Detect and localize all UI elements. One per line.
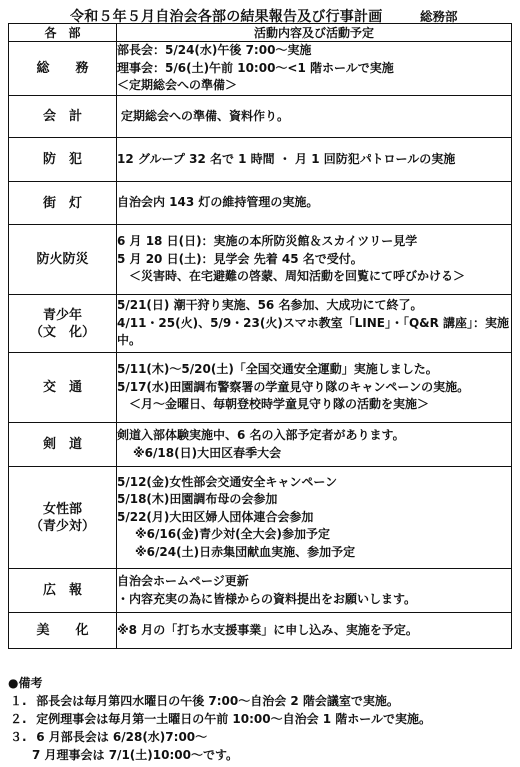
department-label: 総務部 xyxy=(420,9,458,24)
row-content xyxy=(117,569,512,613)
note-number: １. xyxy=(10,694,27,708)
content-line: 6 月 18 日(日)：実施の本所防災館＆スカイツリー見学 xyxy=(117,234,418,249)
content-line: 5/12(金)女性部会交通安全キャンペーン xyxy=(117,474,338,489)
content-line: 剣道入部体験実施中、6 名の入部予定者があります。 xyxy=(117,428,405,442)
dept-name: 剣 道 xyxy=(9,423,117,467)
content-line: 5/18(木)田園調布母の会参加 xyxy=(117,492,278,507)
table-row xyxy=(9,182,512,225)
row-content xyxy=(117,96,512,138)
table-row xyxy=(9,353,512,423)
table-row xyxy=(9,42,512,96)
content-line: ※6/24(土)日赤集団献血実施、参加予定 xyxy=(135,544,356,559)
table-row xyxy=(9,613,512,649)
dept-cell xyxy=(9,467,117,569)
dept-name: 女性部 xyxy=(42,501,82,517)
dept-name: 会 計 xyxy=(9,96,117,138)
note-item xyxy=(8,692,518,710)
content-line: 定期総会への準備、資料作り。 xyxy=(121,108,290,123)
row-content xyxy=(117,467,512,569)
row-content xyxy=(117,423,512,467)
content-line: 自治会ホームページ更新 xyxy=(117,574,249,588)
content-line: 12 グループ 32 名で 1 時間 ・ 月 1 回防犯パトロールの実施 xyxy=(117,151,456,166)
note-continuation: 7 月理事会は 7/1(土)10:00～です。 xyxy=(32,748,238,762)
header-dept: 各 部 xyxy=(9,24,117,42)
dept-name: 青少年 xyxy=(42,307,82,323)
content-line: ＜災害時、在宅避難の啓蒙、周知活動を回覧にて呼びかける＞ xyxy=(129,269,466,284)
content-line: 理事会：5/6(土)午前 10:00～<1 階ホールで実施 xyxy=(117,60,394,75)
row-content xyxy=(117,225,512,295)
table-row xyxy=(9,295,512,353)
row-content xyxy=(117,182,512,225)
page-title: 令和５年５月自治会各部の結果報告及び行事計画 xyxy=(70,9,383,25)
note-number: ３. xyxy=(10,730,27,744)
dept-cell xyxy=(9,295,117,353)
row-content xyxy=(117,295,512,353)
content-line: ＜定期総会への準備＞ xyxy=(117,78,238,93)
table-row xyxy=(9,467,512,569)
note-item xyxy=(8,710,518,728)
content-line: ※6/16(金)青少対(全大会)参加予定 xyxy=(135,527,331,542)
table-row xyxy=(9,225,512,295)
header-content: 活動内容及び活動予定 xyxy=(117,24,512,42)
dept-name: 防火防災 xyxy=(9,225,117,295)
table-row xyxy=(9,96,512,138)
table-row xyxy=(9,138,512,182)
report-table xyxy=(8,23,512,649)
content-line: 自治会内 143 灯の維持管理の実施。 xyxy=(117,195,319,210)
content-line: 4/11・25(火)、5/9・23(火)スマホ教室「LINE」・「Q&R 講座」：実施中。 xyxy=(117,315,510,348)
note-item xyxy=(8,728,518,746)
dept-name: 美 化 xyxy=(9,613,117,649)
note-text: 定例理事会は毎月第一土曜日の午前 10:00～自治会 1 階ホールで実施。 xyxy=(36,712,432,726)
row-content xyxy=(117,138,512,182)
content-line: 部長会：5/24(水)午後 7:00～実施 xyxy=(117,43,312,58)
content-line: 5/11(木)～5/20(土)「全国交通安全運動」実施しました。 xyxy=(117,362,438,377)
content-line: 5/17(水)田園調布警察署の学童見守り隊のキャンペーンの実施。 xyxy=(117,379,470,394)
dept-name: 広 報 xyxy=(9,569,117,613)
content-line: ・内容充実の為に皆様からの資料提出をお願いします。 xyxy=(117,591,417,606)
content-line: 5/22(月)大田区婦人団体連合会参加 xyxy=(117,509,314,524)
notes-heading: ●備考 xyxy=(8,676,43,690)
note-text: 6 月部長会は 6/28(水)7:00～ xyxy=(36,730,208,744)
dept-name: 交 通 xyxy=(9,353,117,423)
dept-name: 総 務 xyxy=(9,42,117,96)
content-line: ※8 月の「打ち水支援事業」に申し込み、実施を予定。 xyxy=(117,622,418,637)
dept-subname: （青少対） xyxy=(29,518,95,534)
dept-subname: （文 化） xyxy=(29,324,95,340)
content-line: ＜月～金曜日、毎朝登校時学童見守り隊の活動を実施＞ xyxy=(129,397,430,412)
note-text: 部長会は毎月第四水曜日の午後 7:00～自治会 2 階会議室で実施。 xyxy=(36,694,399,708)
dept-name: 防 犯 xyxy=(9,138,117,182)
row-content xyxy=(117,353,512,423)
notes-section xyxy=(8,674,518,764)
content-line: 5/21(日) 潮干狩り実施、56 名参加、大成功にて終了。 xyxy=(117,298,423,313)
table-row xyxy=(9,569,512,613)
row-content xyxy=(117,42,512,96)
table-row xyxy=(9,423,512,467)
note-number: ２. xyxy=(10,712,27,726)
row-content xyxy=(117,613,512,649)
table-header-row xyxy=(9,24,512,42)
content-line: ※6/18(日)大田区春季大会 xyxy=(133,445,282,460)
dept-name: 街 灯 xyxy=(9,182,117,225)
content-line: 5 月 20 日(土)：見学会 先着 45 名で受付。 xyxy=(117,251,363,266)
